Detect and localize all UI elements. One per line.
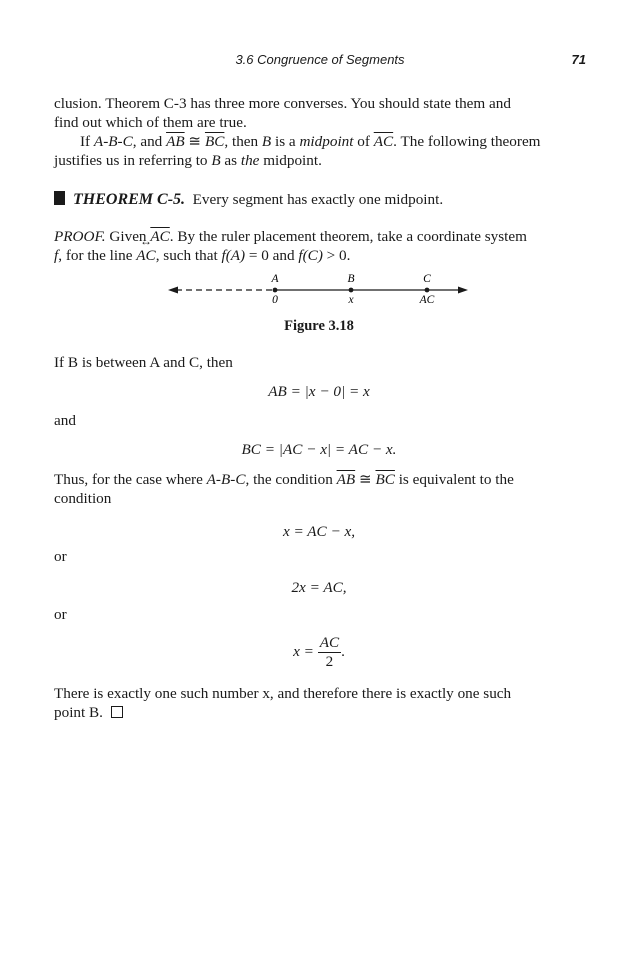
theorem-c5 [54, 190, 584, 209]
segment-ab: $\overline{AB}$ [166, 133, 185, 150]
figure-number-line [0, 265, 638, 315]
conclusion-line2: point B. [54, 704, 103, 721]
point-a-label: A [271, 273, 279, 285]
point-b: B [211, 152, 221, 169]
coordinate-system-f: f [54, 247, 59, 264]
theorem-marker-icon [54, 191, 65, 205]
condition-fa: f(A) [221, 247, 246, 264]
midpoint-term: midpoint [299, 133, 354, 150]
proof-label: PROOF. [54, 228, 106, 245]
equation-x-ac-over-2 [54, 634, 584, 671]
figure-caption: Figure 3.18 [284, 318, 354, 334]
point-b-coordinate: x [348, 294, 354, 306]
point-a-dot [273, 288, 278, 293]
text: > 0. [322, 247, 351, 264]
equation-2x-ac: 2x = AC, [291, 579, 347, 596]
equation-x-ac-minus-x: x = AC − x, [282, 523, 356, 540]
text: , such that [155, 247, 222, 264]
congruence-symbol: ≅ [184, 133, 205, 150]
word-and: and [54, 412, 76, 429]
point-a-coordinate: 0 [272, 294, 278, 306]
case-intro: If B is between A and C, then [54, 354, 233, 371]
fraction-numerator: AC [319, 634, 340, 651]
text: . By the ruler placement theorem, take a coordinate system [169, 228, 527, 245]
text: = 0 and [245, 247, 299, 264]
text: condition [54, 490, 112, 507]
theorem-statement: Every segment has exactly one midpoint. [192, 191, 444, 208]
left-arrowhead-icon [168, 287, 178, 294]
segment-bc: $\overline{BC}$ [375, 471, 395, 488]
text: Thus, for the case where [54, 471, 207, 488]
fraction-denominator: 2 [325, 653, 334, 670]
para1-line2: find out which of them are true. [54, 114, 247, 131]
text: , the condition [245, 471, 337, 488]
text: , then [224, 133, 262, 150]
qed-box-icon [111, 706, 123, 718]
eq5-lhs: x = [293, 642, 318, 660]
equation-bc: BC = |AC − x| = AC − x. [241, 441, 397, 458]
point-b-label: B [347, 273, 355, 285]
right-arrowhead-icon [458, 287, 468, 294]
theorem-label: THEOREM C-5. [73, 191, 186, 208]
paragraph-conclusion-proof [54, 684, 584, 722]
text: justifies us in referring to [54, 152, 212, 169]
paragraph-midpoint-definition [54, 132, 584, 170]
betweenness-abc: A-B-C [206, 471, 246, 488]
text: midpoint. [259, 152, 322, 169]
betweenness-abc: A-B-C [93, 133, 133, 150]
point-c-label: C [423, 273, 431, 285]
segment-ac: $\overline{AC}$ [373, 133, 394, 150]
fraction-ac-over-2 [318, 634, 341, 671]
segment-ab: $\overline{AB}$ [336, 471, 356, 488]
point-b: B [261, 133, 272, 150]
para1-line1: clusion. Theorem C-3 has three more converses. You should state them and [54, 95, 511, 112]
word-or-2: or [54, 606, 67, 623]
text: of [353, 133, 374, 150]
section-title: 3.6 Congruence of Segments [235, 52, 405, 67]
page-number: 71 [571, 52, 586, 67]
line-ac: ↔ AC [136, 246, 155, 265]
text: , for the line [58, 247, 137, 264]
eq5-period: . [341, 642, 345, 660]
text: , and [132, 133, 167, 150]
text: is equivalent to the [394, 471, 514, 488]
conclusion-line1: There is exactly one such number x, and therefore there is exactly one such [54, 685, 512, 702]
paragraph-thus [54, 470, 584, 508]
emphasis-the: the [240, 152, 260, 169]
text: Given [105, 228, 151, 245]
text: . The following theorem [393, 133, 541, 150]
point-c-coordinate: AC [419, 294, 435, 306]
point-c-dot [425, 288, 430, 293]
condition-fc: f(C) [298, 247, 323, 264]
text: is a [271, 133, 300, 150]
text: If [80, 133, 94, 150]
point-b-dot [349, 288, 354, 293]
word-or-1: or [54, 548, 67, 565]
number-line-axis [168, 287, 468, 294]
equation-ab: AB = |x − 0| = x [268, 383, 370, 400]
segment-ac: $\overline{AC}$ [150, 228, 170, 245]
running-head [54, 52, 586, 70]
text: as [220, 152, 241, 169]
congruence-symbol: ≅ [355, 471, 376, 488]
segment-bc: $\overline{BC}$ [204, 133, 225, 150]
proof-opening [54, 227, 584, 265]
paragraph-conclusion [54, 94, 584, 132]
